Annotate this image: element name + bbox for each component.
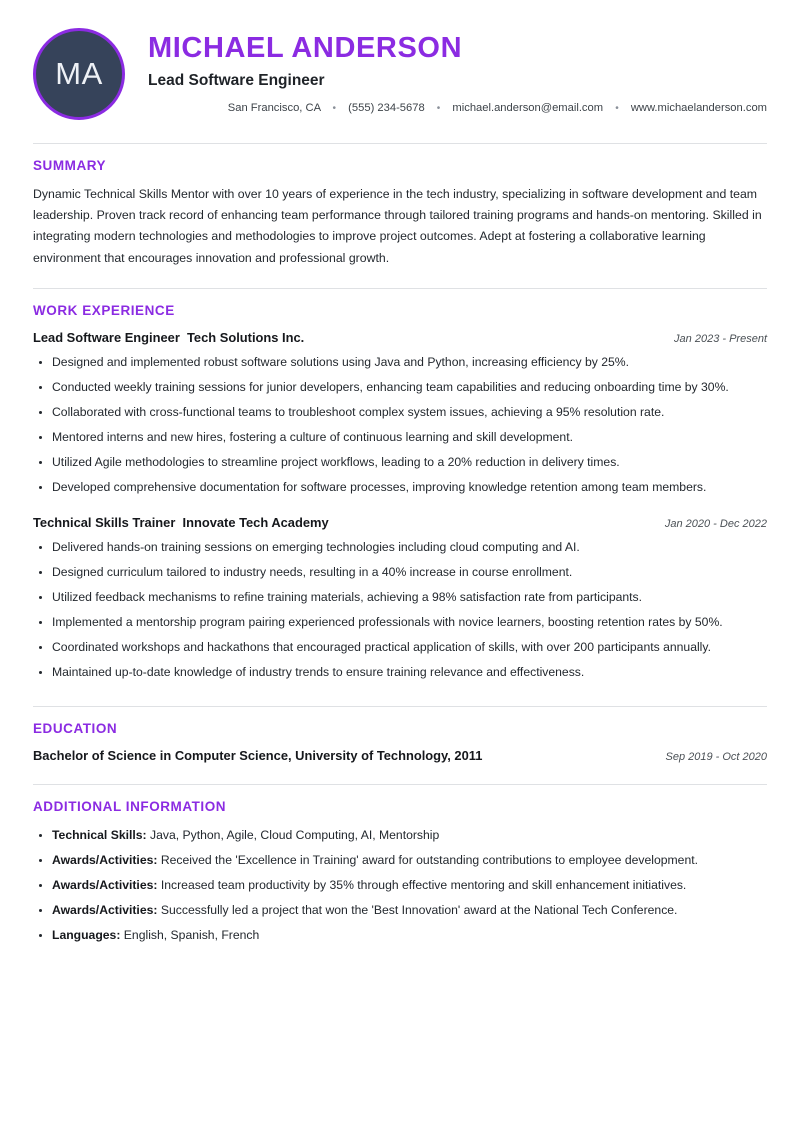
section-education (33, 707, 767, 775)
candidate-name: MICHAEL ANDERSON (148, 32, 463, 65)
education-body (33, 747, 767, 774)
contact-separator-icon: • (436, 102, 441, 114)
job-bullet: Implemented a mentorship program pairing experienced professionals with novice learners, boosting retention rates by 50%. (33, 612, 767, 633)
job-bullet: Maintained up-to-date knowledge of industry trends to ensure training relevance and effectiveness. (33, 662, 767, 683)
job-header (33, 514, 767, 531)
section-title-summary: SUMMARY (33, 158, 107, 173)
candidate-job-title: Lead Software Engineer (148, 71, 325, 89)
job-bullet: Collaborated with cross-functional teams to troubleshoot complex system issues, achieving a 95% resolution rate. (33, 402, 767, 423)
item-value: Successfully led a project that won the 'Best Innovation' award at the National Tech Conference. (160, 903, 678, 918)
summary-body (33, 184, 767, 279)
job-bullet: Utilized Agile methodologies to streamline project workflows, leading to a 20% reduction in delivery times. (33, 452, 767, 473)
job-header (33, 329, 767, 346)
additional-information-item (33, 925, 767, 946)
item-value: Received the 'Excellence in Training' award for outstanding contributions to employee development. (160, 853, 698, 868)
education-degree: Bachelor of Science in Computer Science, University of Technology, 2011 (33, 748, 483, 764)
section-summary (33, 144, 767, 279)
job-bullet: Designed and implemented robust software solutions using Java and Python, increasing efficiency by 25%. (33, 352, 767, 373)
header-text-block (125, 32, 767, 116)
avatar (33, 28, 125, 120)
item-label: Technical Skills: (52, 828, 147, 843)
job-bullet: Coordinated workshops and hackathons that encouraged practical application of skills, with over 200 participants annually. (33, 637, 767, 658)
education-entry (33, 747, 767, 764)
job-bullet: Utilized feedback mechanisms to refine training materials, achieving a 98% satisfaction rate from participants. (33, 587, 767, 608)
contact-location: San Francisco, CA (227, 102, 321, 115)
job-bullet-list (33, 537, 767, 683)
additional-information-item (33, 875, 767, 896)
section-title-education: EDUCATION (33, 721, 118, 737)
contact-separator-icon: • (615, 102, 619, 114)
job-bullet: Delivered hands-on training sessions on emerging technologies including cloud computing and AI. (33, 537, 767, 558)
summary-text: Dynamic Technical Skills Mentor with over 10 years of experience in the tech industry, specializing in software development and team leadership. Proven track record of enhancing team performance through tailored training programs and hands-on mentoring. Skilled in integrating modern technologies and methodologies to improve project outcomes. Adept at fostering a collaborative learning environment that encourages innovation and professional growth. (33, 187, 762, 265)
job-bullet: Mentored interns and new hires, fostering a culture of continuous learning and skill development. (33, 427, 767, 448)
additional-information-list (33, 825, 767, 946)
item-value: Increased team productivity by 35% through effective mentoring and skill enhancement initiatives. (160, 878, 687, 893)
contact-phone[interactable]: (555) 234-5678 (348, 102, 425, 115)
additional-information-item (33, 900, 767, 921)
additional-information-item (33, 825, 767, 846)
item-label: Awards/Activities: (52, 853, 158, 868)
item-label: Languages: (52, 928, 121, 943)
item-label: Awards/Activities: (52, 878, 158, 893)
contact-email[interactable]: michael.anderson@email.com (452, 102, 604, 115)
job-role-and-company: Technical Skills Trainer Innovate Tech Academy (33, 514, 329, 530)
job-role-and-company: Lead Software Engineer Tech Solutions Inc. (33, 329, 305, 345)
additional-information-item (33, 850, 767, 871)
section-work-experience (33, 289, 767, 698)
contact-website[interactable]: www.michaelanderson.com (630, 102, 767, 115)
section-title-work-experience: WORK EXPERIENCE (33, 302, 175, 318)
contact-separator-icon: • (332, 102, 337, 114)
resume-header (33, 0, 767, 134)
job-bullet-list (33, 352, 767, 498)
job-bullet: Developed comprehensive documentation for software processes, improving knowledge retention among team members. (33, 477, 767, 498)
job-entry (33, 329, 767, 498)
work-experience-body (33, 329, 767, 697)
item-value: Java, Python, Agile, Cloud Computing, AI, Mentorship (150, 828, 440, 843)
item-value: English, Spanish, French (123, 928, 260, 943)
job-bullet: Designed curriculum tailored to industry needs, resulting in a 40% increase in course enrollment. (33, 562, 767, 583)
section-title-additional-information: ADDITIONAL INFORMATION (33, 798, 227, 814)
job-entry (33, 514, 767, 683)
avatar-initials: MA (55, 56, 103, 91)
additional-information-body (33, 825, 767, 960)
job-bullet: Conducted weekly training sessions for junior developers, enhancing team capabilities and reducing onboarding time by 30%. (33, 377, 767, 398)
item-label: Awards/Activities: (52, 903, 158, 918)
contact-line (148, 101, 767, 116)
education-date: Sep 2019 - Oct 2020 (665, 751, 767, 764)
job-date: Jan 2020 - Dec 2022 (664, 517, 767, 530)
section-additional-information (33, 785, 767, 960)
job-date: Jan 2023 - Present (674, 332, 767, 345)
